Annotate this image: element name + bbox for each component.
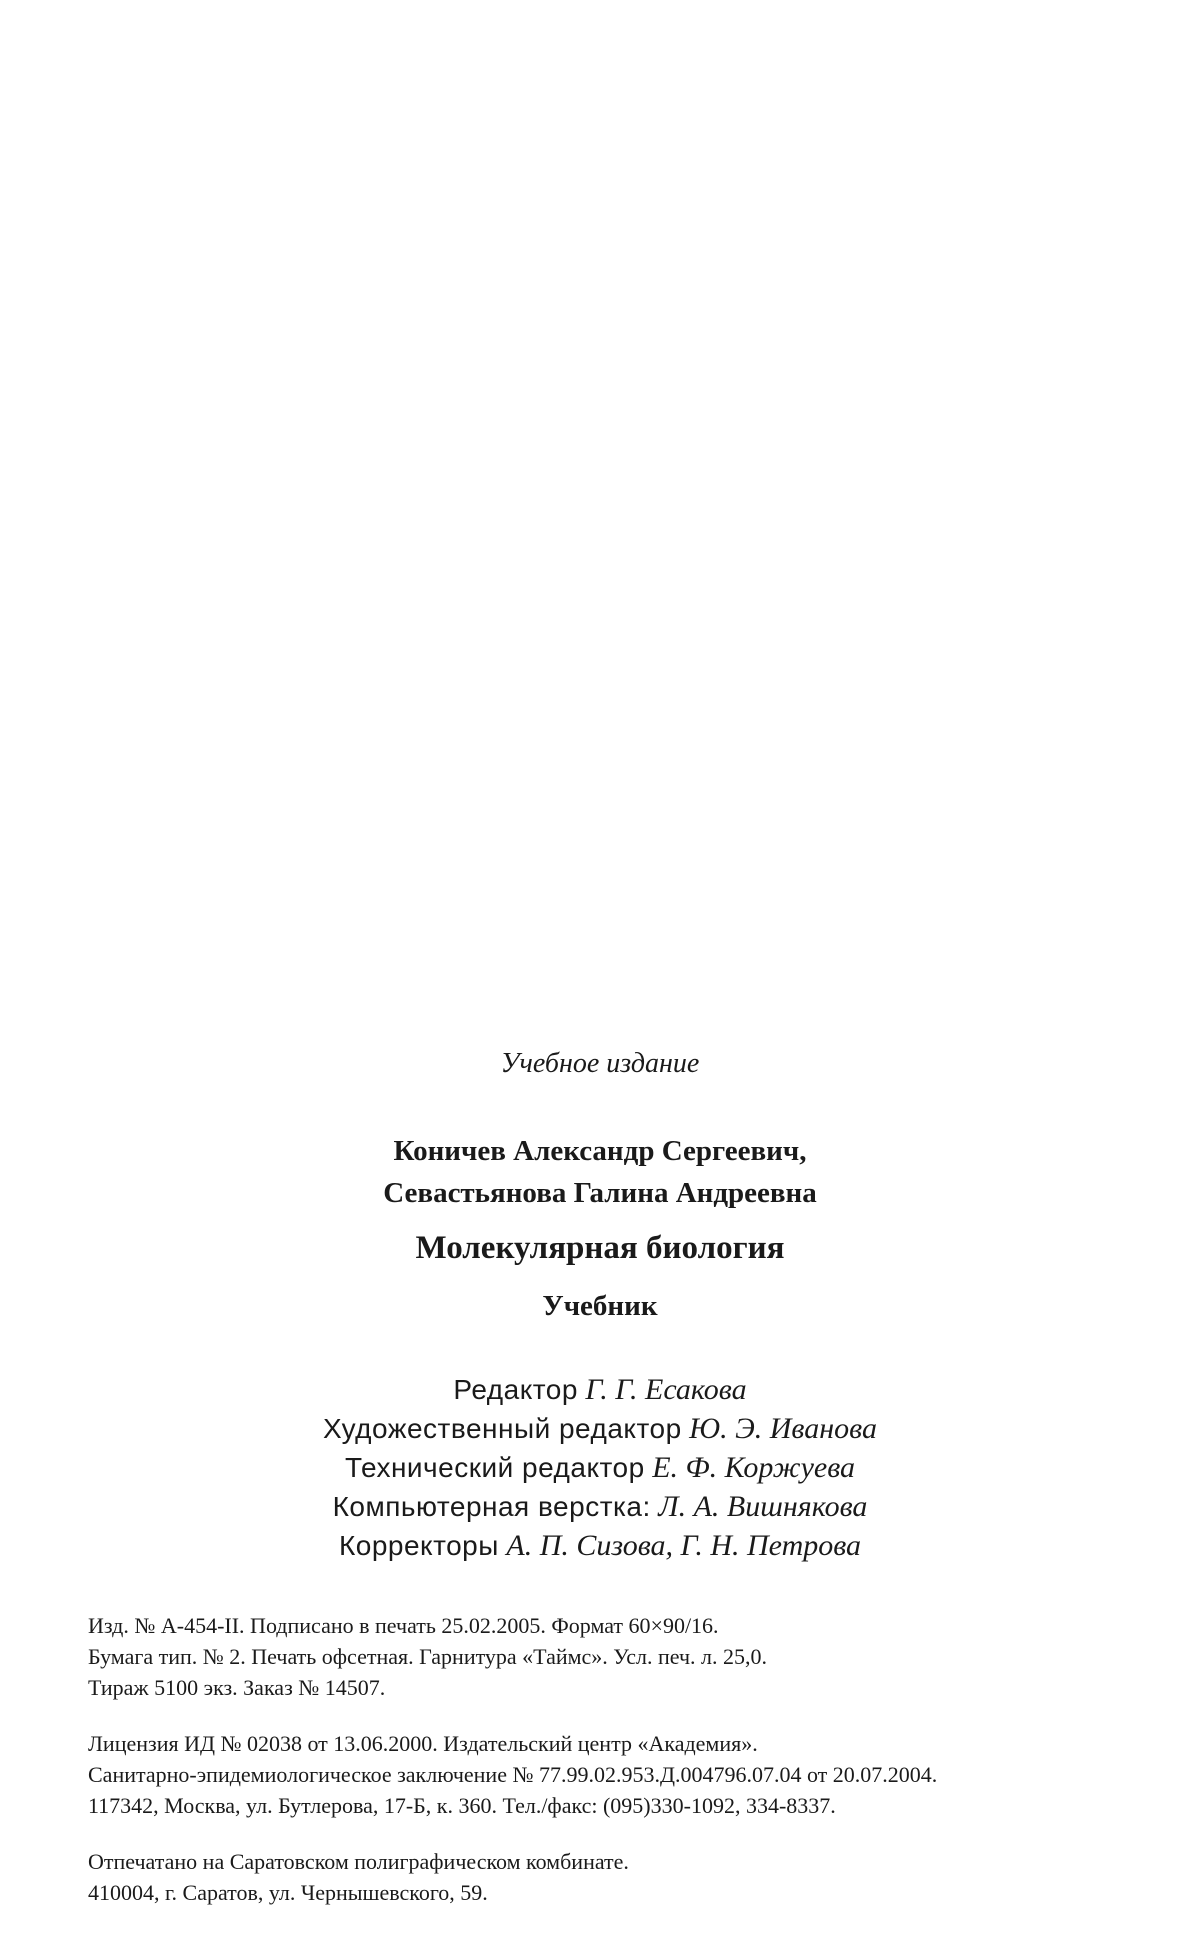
imprint-line: Лицензия ИД № 02038 от 13.06.2000. Издательский центр «Академия».	[88, 1731, 758, 1756]
staff-person: Е. Ф. Коржуева	[652, 1451, 856, 1484]
staff-role: Компьютерная верстка:	[332, 1491, 651, 1522]
imprint-line: 410004, г. Саратов, ул. Чернышевского, 59.	[88, 1880, 488, 1905]
authors-block	[0, 1130, 1200, 1214]
book-title: Молекулярная биология	[415, 1230, 785, 1266]
printer-details	[88, 1846, 1148, 1908]
author-2: Севастьянова Галина Андреевна	[383, 1177, 817, 1209]
staff-role: Редактор	[453, 1374, 578, 1405]
staff-person: А. П. Сизова, Г. Н. Петрова	[506, 1529, 862, 1562]
staff-person: Г. Г. Есакова	[585, 1373, 747, 1406]
staff-art-editor	[0, 1409, 1200, 1448]
staff-technical-editor	[0, 1448, 1200, 1487]
print-details	[88, 1610, 1148, 1703]
author-1: Коничев Александр Сергеевич,	[393, 1135, 807, 1167]
staff-person: Л. А. Вишнякова	[658, 1490, 868, 1523]
staff-person: Ю. Э. Иванова	[689, 1412, 877, 1445]
staff-role: Корректоры	[338, 1530, 499, 1561]
staff-proofreaders	[0, 1526, 1200, 1565]
edition-type: Учебное издание	[500, 1048, 700, 1079]
staff-editor	[0, 1370, 1200, 1409]
staff-role: Художественный редактор	[323, 1413, 682, 1444]
editorial-staff-list	[0, 1370, 1200, 1565]
imprint-line: Изд. № А-454-II. Подписано в печать 25.02.2005. Формат 60×90/16.	[88, 1613, 719, 1638]
imprint-line: Санитарно-эпидемиологическое заключение № 77.99.02.953.Д.004796.07.04 от 20.07.2004.	[88, 1762, 938, 1787]
staff-layout	[0, 1487, 1200, 1526]
imprint-line: Тираж 5100 экз. Заказ № 14507.	[88, 1675, 386, 1700]
imprint-line: Бумага тип. № 2. Печать офсетная. Гарнитура «Таймс». Усл. печ. л. 25,0.	[88, 1644, 768, 1669]
staff-role: Технический редактор	[344, 1452, 645, 1483]
imprint-line: 117342, Москва, ул. Бутлерова, 17-Б, к. 360. Тел./факс: (095)330-1092, 334-8337.	[88, 1793, 836, 1818]
book-kind: Учебник	[542, 1290, 658, 1322]
publisher-details	[88, 1728, 1148, 1821]
imprint-line: Отпечатано на Саратовском полиграфическом комбинате.	[88, 1849, 629, 1874]
